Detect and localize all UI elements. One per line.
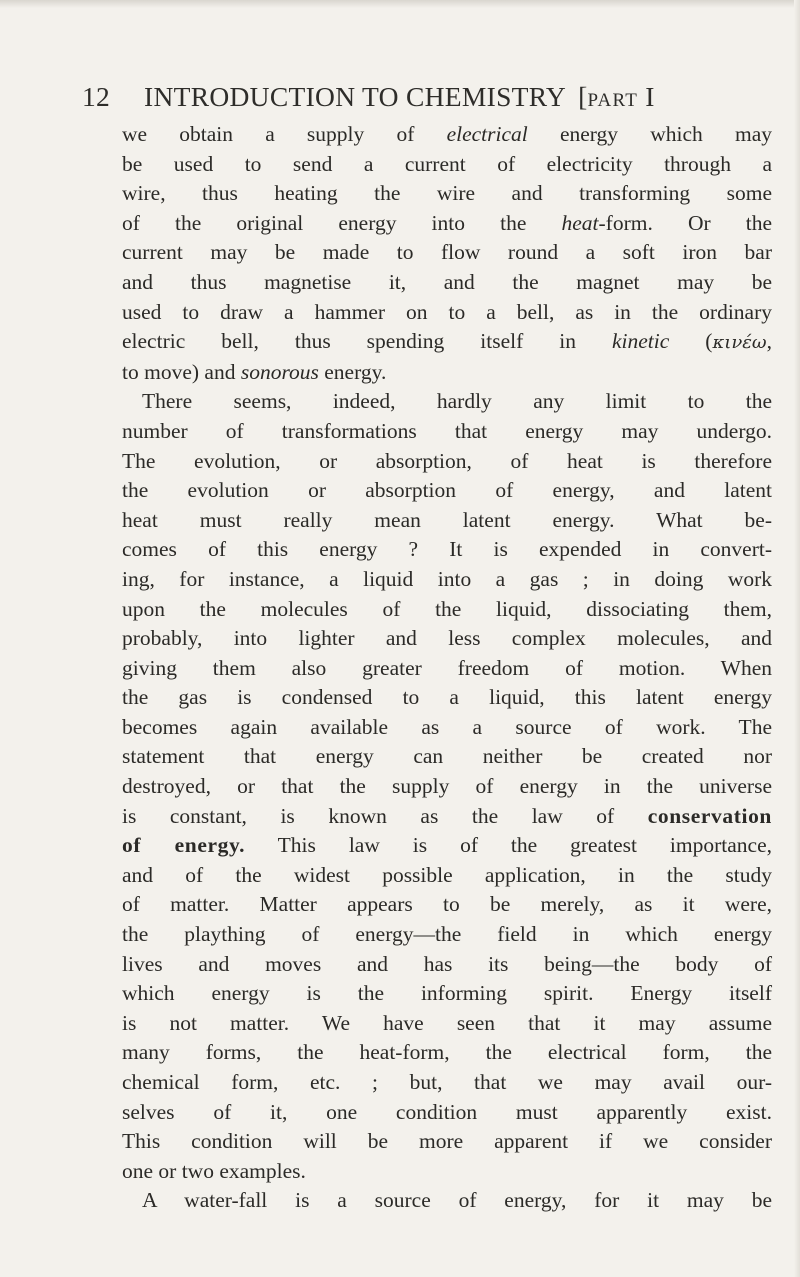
- text-run: the plaything of energy—the field in which energy: [122, 922, 772, 947]
- text-line: [122, 298, 772, 328]
- text-run: energy which may: [527, 122, 772, 146]
- right-page-edge: [794, 0, 800, 1277]
- text-run: probably, into lighter and less complex molecules, and: [122, 626, 772, 651]
- text-run: be used to send a current of electricity through a: [122, 151, 772, 176]
- text-line: [122, 1068, 772, 1098]
- text-line: [122, 890, 772, 920]
- paragraph-2: [122, 387, 772, 1186]
- running-title: INTRODUCTION TO CHEMISTRY: [144, 81, 567, 112]
- page-number: 12: [82, 81, 111, 112]
- text-line: [122, 595, 772, 625]
- text-line: [122, 713, 772, 743]
- part-label-word: PART: [587, 90, 639, 111]
- text-line: [122, 476, 772, 506]
- part-label-numeral: I: [645, 81, 655, 112]
- text-run: of matter. Matter appears to be merely, as it were,: [122, 892, 772, 917]
- text-line: [122, 683, 772, 713]
- italic-term: heat: [561, 210, 599, 235]
- text-run: chemical form, etc. ; but, that we may avail our-: [122, 1070, 772, 1094]
- text-line: [122, 238, 772, 268]
- part-label: [578, 80, 655, 118]
- top-page-edge: [0, 0, 800, 8]
- text-run: ,: [766, 329, 772, 354]
- body-text: [122, 120, 772, 1216]
- text-line: [122, 1038, 772, 1068]
- text-run: current may be made to flow round a soft iron bar: [122, 240, 772, 265]
- text-line: [122, 772, 772, 802]
- text-run: the evolution or absorption of energy, and latent: [122, 478, 772, 503]
- text-run: many forms, the heat-form, the electrical form, the: [122, 1040, 772, 1065]
- text-run: selves of it, one condition must apparently exist.: [122, 1099, 772, 1124]
- paragraph-3: [122, 1186, 772, 1216]
- text-run: The evolution, or absorption, of heat is therefore: [122, 448, 772, 473]
- part-label-bracket: [: [578, 81, 588, 112]
- text-run: electric bell, thus spending itself in: [122, 329, 612, 354]
- text-line: [122, 565, 772, 595]
- text-line: [122, 358, 772, 388]
- text-run: becomes again available as a source of work. The: [122, 714, 772, 739]
- text-line: [122, 327, 772, 358]
- text-line: [122, 861, 772, 891]
- text-line: [122, 417, 772, 447]
- text-line: [122, 624, 772, 654]
- text-line: [122, 831, 772, 861]
- text-run: comes of this energy ? It is expended in convert-: [122, 537, 772, 562]
- text-run: There seems, indeed, hardly any limit to the: [142, 389, 772, 414]
- text-run: number of transformations that energy may undergo.: [122, 418, 772, 443]
- text-run: energy.: [318, 359, 387, 384]
- italic-term: sonorous: [240, 359, 319, 384]
- text-run: we obtain a supply of: [122, 122, 447, 146]
- text-line: [122, 1127, 772, 1157]
- text-line: [122, 120, 772, 150]
- text-run: and of the widest possible application, in the study: [122, 862, 772, 887]
- text-line: [122, 1157, 772, 1187]
- text-line: [122, 979, 772, 1009]
- text-run: one or two examples.: [122, 1158, 306, 1183]
- text-line: [122, 1186, 772, 1216]
- text-run: statement that energy can neither be created nor: [122, 744, 772, 769]
- text-line: [122, 1009, 772, 1039]
- text-line: [122, 268, 772, 298]
- text-run: and thus magnetise it, and the magnet may be: [122, 269, 772, 294]
- text-line: [122, 506, 772, 536]
- bold-term: conservation: [647, 803, 772, 828]
- italic-term: electrical: [446, 122, 528, 146]
- text-run: giving them also greater freedom of motion. When: [122, 655, 772, 680]
- text-line: [122, 802, 772, 832]
- text-line: [122, 742, 772, 772]
- text-line: [122, 387, 772, 417]
- bold-term: of energy.: [122, 833, 246, 858]
- text-run: A water-fall is a source of energy, for it may be: [142, 1188, 772, 1213]
- text-run: This law is of the greatest importance,: [245, 833, 772, 858]
- text-line: [122, 179, 772, 209]
- text-run: (: [669, 329, 713, 354]
- running-header: [82, 80, 770, 118]
- italic-term: kinetic: [612, 329, 670, 354]
- book-page: [80, 80, 770, 1216]
- text-run: -form. Or the: [598, 210, 772, 235]
- text-run: of the original energy into the: [122, 210, 562, 235]
- text-run: to move) and: [122, 359, 241, 384]
- text-line: [122, 950, 772, 980]
- text-run: which energy is the informing spirit. Energy itself: [122, 981, 772, 1006]
- text-run: is not matter. We have seen that it may assume: [122, 1010, 772, 1035]
- text-line: [122, 447, 772, 477]
- text-line: [122, 1098, 772, 1128]
- text-run: ing, for instance, a liquid into a gas ; in doing work: [122, 566, 772, 591]
- text-line: [122, 654, 772, 684]
- greek-word: κινέω: [712, 332, 767, 354]
- text-line: [122, 150, 772, 180]
- text-run: destroyed, or that the supply of energy in the universe: [122, 774, 772, 799]
- text-line: [122, 535, 772, 565]
- text-line: [122, 920, 772, 950]
- text-line: [122, 209, 772, 239]
- text-run: is constant, is known as the law of: [122, 803, 648, 828]
- text-run: upon the molecules of the liquid, dissociating them,: [122, 596, 772, 621]
- text-run: wire, thus heating the wire and transforming some: [122, 181, 772, 206]
- text-run: the gas is condensed to a liquid, this latent energy: [122, 685, 772, 710]
- text-run: heat must really mean latent energy. What be-: [122, 507, 772, 532]
- text-run: used to draw a hammer on to a bell, as in the ordinary: [122, 299, 772, 324]
- paragraph-1: [122, 120, 772, 387]
- text-run: This condition will be more apparent if we consider: [122, 1129, 772, 1154]
- text-run: lives and moves and has its being—the body of: [122, 951, 772, 976]
